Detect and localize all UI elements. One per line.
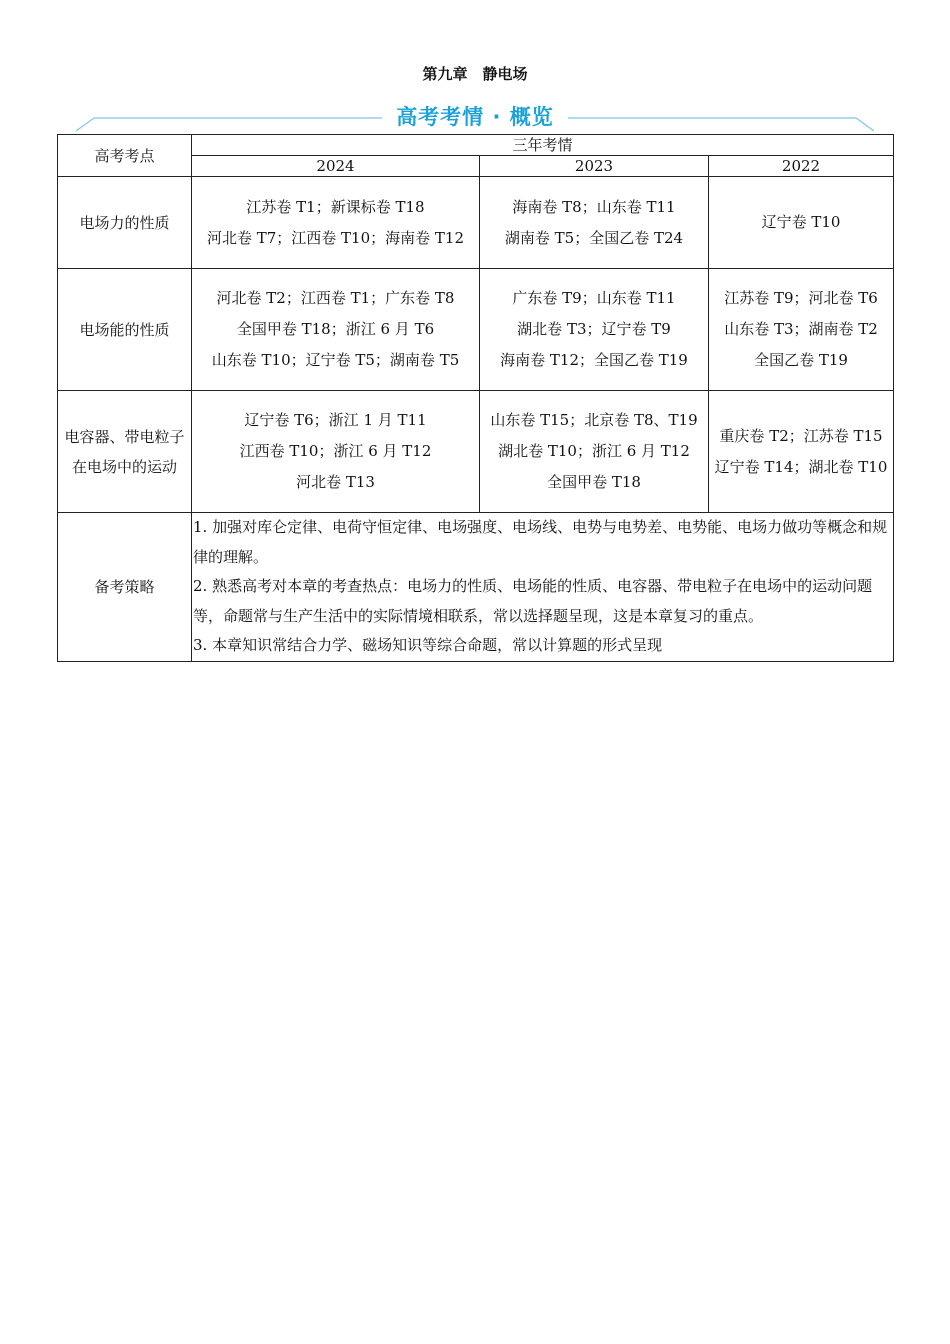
exam-entry: 全国乙卷 T19 xyxy=(754,351,848,369)
exam-entry: 全国甲卷 T18 xyxy=(547,473,641,491)
exam-entry: 江西卷 T10；浙江 6 月 T12 xyxy=(239,442,432,460)
exam-entry: 湖南卷 T5；全国乙卷 T24 xyxy=(504,228,684,247)
year-header: 2024 xyxy=(192,156,480,177)
strategy-item: 2. 熟悉高考对本章的考查热点：电场力的性质、电场能的性质、电容器、带电粒子在电场中的运动问题等，命题常与生产生活中的实际情境相联系，常以选择题呈现，这是本章复习的重点。 xyxy=(193,577,873,625)
exam-entry: 河北卷 T13 xyxy=(296,473,375,491)
year-2024-cell xyxy=(192,391,480,513)
table-row xyxy=(58,269,894,391)
section-banner xyxy=(76,100,874,134)
exam-entry: 海南卷 T8；山东卷 T11 xyxy=(512,197,676,216)
table-row xyxy=(58,391,894,513)
strategy-label: 备考策略 xyxy=(58,513,192,662)
year-2022-cell xyxy=(709,269,894,391)
topic-line: 在电场中的运动 xyxy=(71,457,177,476)
year-2023-cell xyxy=(480,177,709,269)
table-row xyxy=(58,177,894,269)
year-2022-cell xyxy=(709,391,894,513)
exam-entry: 辽宁卷 T10 xyxy=(761,213,841,231)
year-2024-cell xyxy=(192,269,480,391)
topic-cell xyxy=(58,391,192,513)
exam-entry: 广东卷 T9；山东卷 T11 xyxy=(512,289,676,307)
year-2022-cell xyxy=(709,177,894,269)
year-header: 2023 xyxy=(480,156,709,177)
exam-entry: 辽宁卷 T14；湖北卷 T10 xyxy=(714,457,888,476)
chapter-title: 第九章 静电场 xyxy=(422,65,528,83)
exam-entry: 重庆卷 T2；江苏卷 T15 xyxy=(719,426,883,445)
year-2024-cell xyxy=(192,177,480,269)
exam-overview-table xyxy=(57,134,894,662)
exam-entry: 山东卷 T15；北京卷 T8、T19 xyxy=(490,411,698,429)
topic-cell: 电场力的性质 xyxy=(58,177,192,269)
strategy-row xyxy=(58,513,894,662)
year-2023-cell xyxy=(480,391,709,513)
exam-entry: 江苏卷 T9；河北卷 T6 xyxy=(724,289,878,307)
strategy-item: 1. 加强对库仑定律、电荷守恒定律、电场强度、电场线、电势与电势差、电势能、电场力做功等概念和规律的理解。 xyxy=(193,518,888,566)
strategy-cell xyxy=(192,513,894,662)
exam-entry: 山东卷 T3；湖南卷 T2 xyxy=(724,320,878,338)
exam-entry: 江苏卷 T1；新课标卷 T18 xyxy=(246,197,425,216)
topic-cell: 电场能的性质 xyxy=(58,269,192,391)
exam-entry: 全国甲卷 T18；浙江 6 月 T6 xyxy=(236,320,435,338)
year-2023-cell xyxy=(480,269,709,391)
year-header: 2022 xyxy=(709,156,894,177)
topic-line: 电容器、带电粒子 xyxy=(64,427,185,446)
exam-entry: 湖北卷 T3；辽宁卷 T9 xyxy=(517,320,671,338)
exam-entry: 山东卷 T10；辽宁卷 T5；湖南卷 T5 xyxy=(211,351,460,369)
exam-entry: 河北卷 T2；江西卷 T1；广东卷 T8 xyxy=(216,289,455,307)
banner-title: 高考考情 · 概览 xyxy=(396,105,554,129)
exam-entry: 辽宁卷 T6；浙江 1 月 T11 xyxy=(244,411,427,429)
corner-label: 高考考点 xyxy=(58,135,192,177)
group-header: 三年考情 xyxy=(192,135,894,156)
exam-entry: 河北卷 T7；江西卷 T10；海南卷 T12 xyxy=(206,228,465,247)
strategy-item: 3. 本章知识常结合力学、磁场知识等综合命题，常以计算题的形式呈现 xyxy=(193,636,663,654)
exam-entry: 海南卷 T12；全国乙卷 T19 xyxy=(500,351,688,369)
exam-entry: 湖北卷 T10；浙江 6 月 T12 xyxy=(498,442,690,460)
table-header-row xyxy=(58,135,894,156)
